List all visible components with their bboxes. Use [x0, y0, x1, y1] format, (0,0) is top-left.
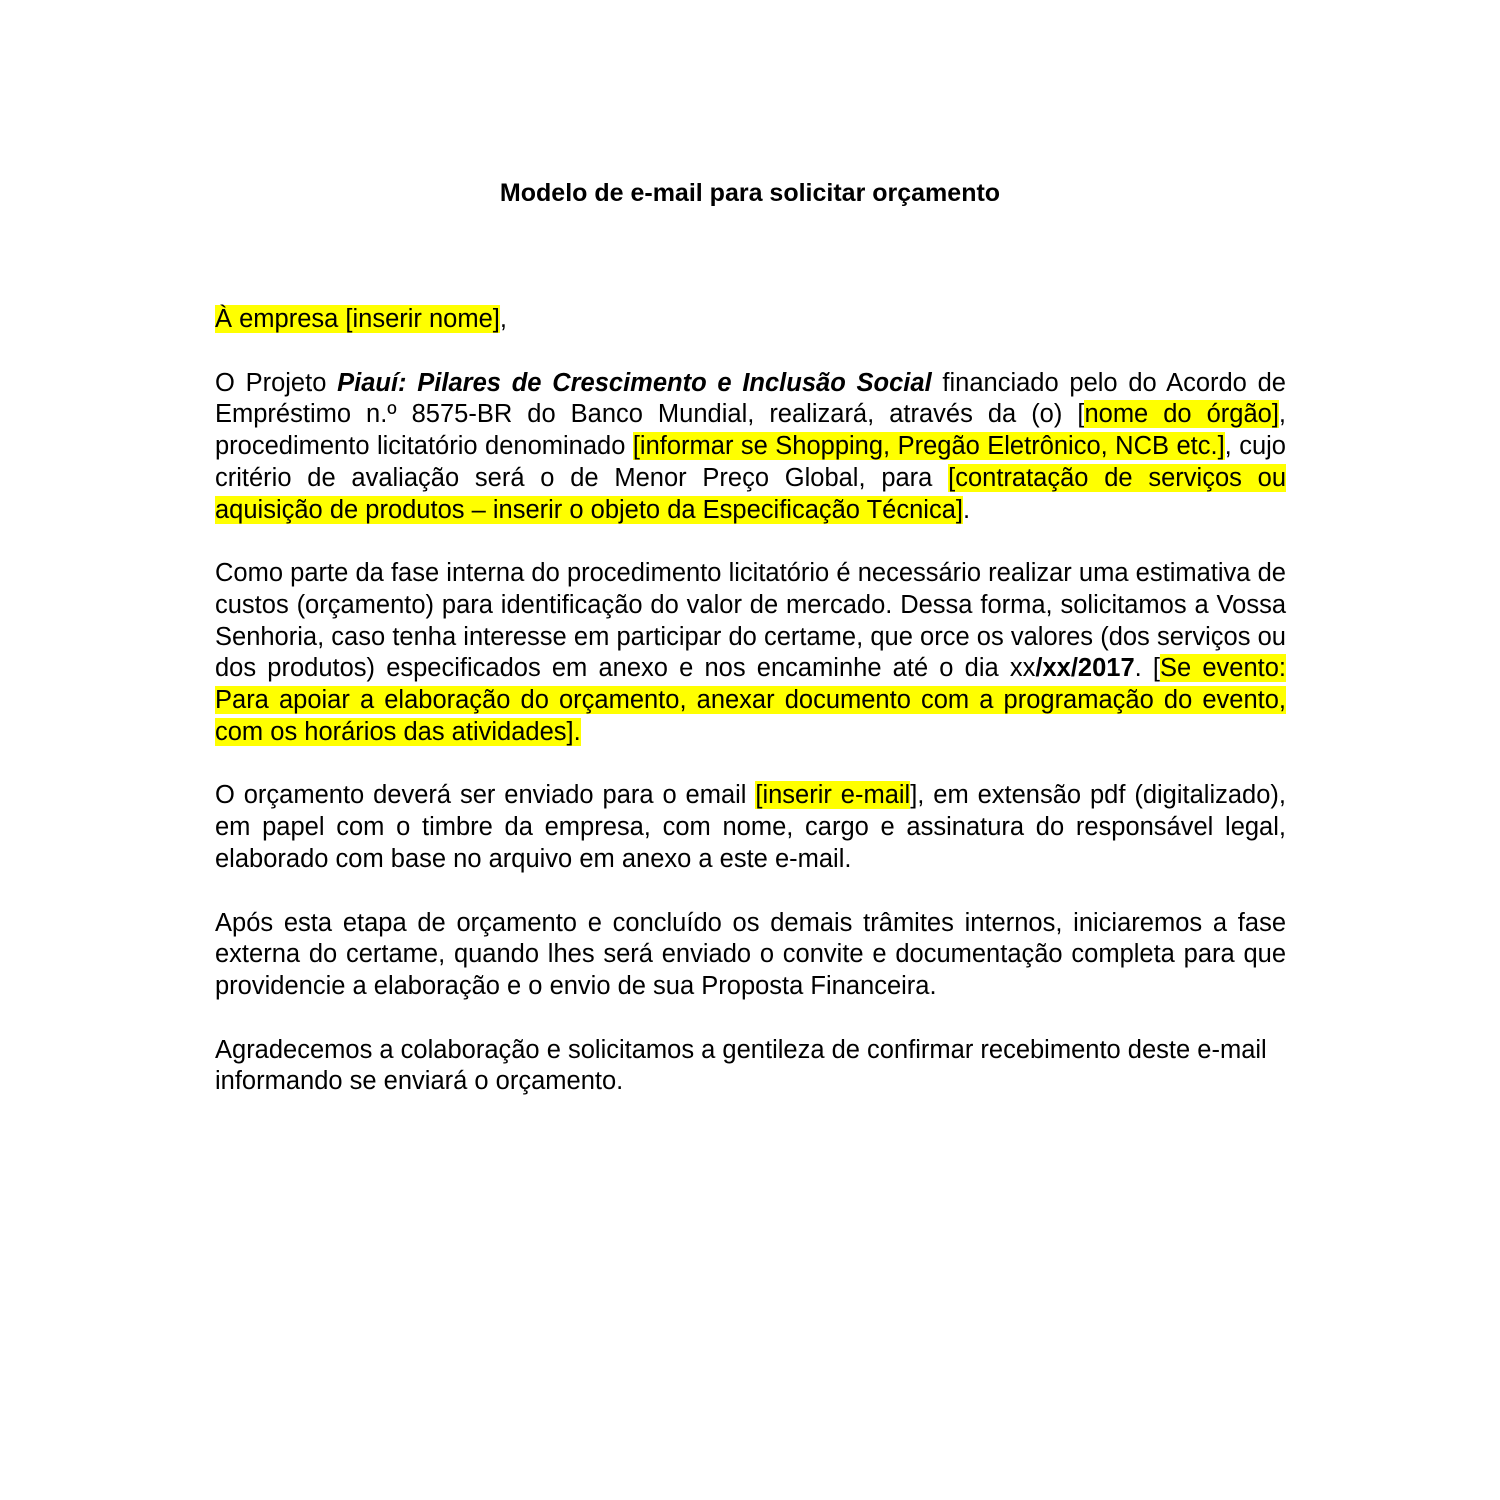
- paragraph-submission-instructions: [215, 780, 1286, 875]
- placeholder-organ-name: nome do órgão]: [1084, 400, 1279, 429]
- document-title: Modelo de e-mail para solicitar orçamento: [499, 179, 1001, 207]
- p3-text-1: O orçamento deverá ser enviado para o email: [215, 781, 756, 810]
- p1-text-3: , procedimento licitatório denominado: [215, 400, 1287, 461]
- p1-text-1: O Projeto: [215, 368, 338, 397]
- placeholder-email: [inserir e-mail: [755, 781, 911, 810]
- greeting-line: [215, 304, 1286, 336]
- p1-text-2: financiado pelo do Acordo de Empréstimo n.º 8575-BR do Banco Mundial, realizará, através da (o) [: [215, 368, 1286, 429]
- email-body: [215, 304, 1286, 1098]
- p1-text-4: , cujo critério de avaliação será o de Menor Preço Global, para: [215, 432, 1286, 492]
- deadline-date: /xx/2017: [1035, 654, 1135, 683]
- p2-text-1: Como parte da fase interna do procedimento licitatório é necessário realizar uma estimativa de custos (orçamento) para identificação do valor de mercado. Dessa forma, solicitamos a Vossa Senhoria, caso tenha interesse em participar do certame, que orce os valores (dos serviços ou dos produtos) especificados em anexo e nos encaminhe até o dia xx: [215, 559, 1286, 683]
- p3-text-2: ], em extensão pdf (digitalizado), em papel com o timbre da empresa, com nome, cargo e assinatura do responsável legal, elaborado com base no arquivo em anexo a este e-mail.: [215, 781, 1286, 873]
- greeting-placeholder: À empresa [inserir nome]: [215, 305, 500, 333]
- paragraph-closing: Agradecemos a colaboração e solicitamos a gentileza de confirmar recebimento deste e-mail informando se enviará o orçamento.: [215, 1035, 1267, 1096]
- paragraph-project-intro: [215, 368, 1286, 527]
- placeholder-procedure-type: [informar se Shopping, Pregão Eletrônico, NCB etc.]: [632, 432, 1225, 461]
- p2-text-2: . [: [1134, 654, 1160, 683]
- paragraph-cost-estimate: [215, 558, 1286, 748]
- paragraph-next-steps: Após esta etapa de orçamento e concluído os demais trâmites internos, iniciaremos a fase externa do certame, quando lhes será enviado o convite e documentação completa para que providencie a elaboração e o envio de sua Proposta Financeira.: [215, 908, 1286, 1000]
- project-name: Piauí: Pilares de Crescimento e Inclusão Social: [337, 368, 932, 397]
- greeting-comma: ,: [499, 305, 507, 333]
- p1-text-5: .: [962, 495, 971, 524]
- placeholder-event-note: Se evento: Para apoiar a elaboração do orçamento, anexar documento com a programação do evento, com os horários das atividades].: [215, 654, 1286, 746]
- placeholder-object: [contratação de serviços ou aquisição de produtos – inserir o objeto da Especificação Técnica]: [215, 463, 1286, 524]
